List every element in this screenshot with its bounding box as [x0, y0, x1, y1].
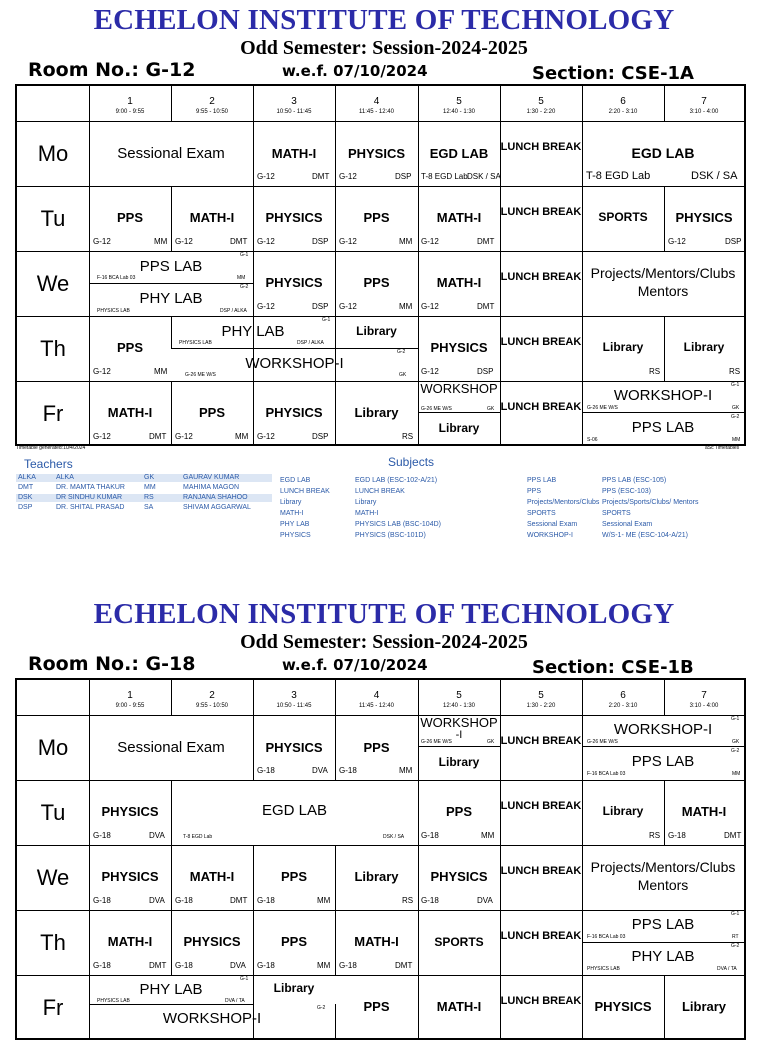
period-6-number: 6	[620, 690, 626, 701]
subject-short: Projects/Mentors/Clubs	[527, 499, 600, 506]
day-thursday: Th	[40, 336, 66, 361]
th-lab1-subject: PHY LAB	[221, 323, 285, 340]
th-lab1-room: PHYSICS LAB	[179, 340, 212, 346]
period-6-time: 2:20 - 3:10	[608, 703, 638, 709]
mo-lab2-group: G-2	[731, 748, 740, 754]
institute-title: ECHELON INSTITUTE OF TECHNOLOGY	[93, 598, 675, 630]
teacher-code: DSP	[18, 504, 33, 511]
period-3-time: 10:50 - 11:45	[276, 109, 312, 115]
tu-p4-teacher: MM	[399, 237, 413, 246]
period-7-time: 3:10 - 4:00	[689, 703, 719, 709]
fr-lab1-room: PHYSICS LAB	[97, 998, 130, 1004]
mo-p67-subject: EGD LAB	[631, 145, 695, 161]
day-wednesday: We	[36, 865, 70, 890]
tu-p2-room: G-12	[175, 237, 193, 246]
th-p7-teacher: RS	[729, 367, 741, 376]
mo-p4-subject: PHYSICS	[347, 146, 406, 161]
fr-p1-teacher: DMT	[149, 432, 167, 441]
th-lab2-teacher: GK	[399, 372, 407, 378]
subject-short: PPS	[527, 488, 542, 495]
tu-egd-room: T-8 EGD Lab	[183, 834, 213, 840]
fr-p7-subject: Library	[681, 999, 727, 1014]
tu-p1-teacher: DVA	[149, 831, 165, 840]
mo-lunch-break: LUNCH BREAK	[500, 141, 582, 153]
subject-short: EGD LAB	[280, 477, 311, 484]
fr-lab2-group: G-2	[317, 1005, 326, 1011]
fr-lab2-subject: WORKSHOP-I	[162, 1010, 262, 1027]
we-p3-teacher: MM	[317, 896, 331, 905]
we-p3-teacher: DSP	[312, 302, 329, 311]
fr-p3-room: G-12	[257, 432, 275, 441]
fr-lab2-group: G-2	[731, 414, 740, 420]
we-p4-teacher: MM	[399, 302, 413, 311]
we-p5-room: G-18	[421, 896, 439, 905]
subject-short: PHYSICS	[280, 532, 311, 539]
subjects-title: Subjects	[388, 455, 435, 469]
th-p1-subject: MATH-I	[107, 934, 153, 949]
fr-workshop-room: G-26 ME W/S	[421, 406, 452, 412]
mo-p4-room: G-18	[339, 766, 357, 775]
institute-title: ECHELON INSTITUTE OF TECHNOLOGY	[93, 4, 675, 36]
fr-lab2-subject: PPS LAB	[631, 419, 695, 436]
mo-workshop-subject: WORKSHOP	[420, 715, 498, 730]
th-p4-room: G-18	[339, 961, 357, 970]
we-p3-room: G-18	[257, 896, 275, 905]
we-p2-subject: MATH-I	[189, 869, 235, 884]
period-5-number: 5	[456, 690, 462, 701]
tu-p6-teacher: RS	[649, 831, 661, 840]
period-1-number: 1	[127, 690, 133, 701]
period-4-time: 11:45 - 12:40	[359, 703, 394, 709]
tu-lunch-break: LUNCH BREAK	[500, 800, 582, 812]
th-lunch-break: LUNCH BREAK	[500, 930, 582, 942]
period-1-time: 9:00 - 9:55	[115, 703, 145, 709]
we-p5-teacher: DMT	[477, 302, 495, 311]
room-number: Room No.: G-18	[28, 653, 196, 675]
th-lab2-group: G-2	[731, 943, 740, 949]
mo-p5-subject: EGD LAB	[429, 146, 489, 161]
fr-lab2-room: S-06	[587, 437, 598, 443]
tu-p2-teacher: DMT	[230, 237, 248, 246]
day-thursday: Th	[40, 930, 66, 955]
fr-workshop-subject: WORKSHOP	[420, 381, 498, 396]
mo-p67-room: T-8 EGD Lab	[586, 170, 651, 182]
we-p5-teacher: DVA	[477, 896, 493, 905]
we-p3-room: G-12	[257, 302, 275, 311]
tu-p5-subject: MATH-I	[436, 210, 482, 225]
fr-p6-subject: PHYSICS	[594, 999, 652, 1014]
tu-p7-subject: PHYSICS	[675, 210, 733, 225]
mo-lab2-room: F-16 BCA Lab 03	[587, 771, 626, 777]
tu-p3-subject: PHYSICS	[265, 210, 323, 225]
teacher-code: DMT	[18, 484, 34, 491]
th-p5-teacher: DSP	[477, 367, 494, 376]
th-p7-subject: Library	[683, 340, 725, 354]
tu-lunch-break: LUNCH BREAK	[500, 206, 582, 218]
teacher-code: MM	[144, 484, 156, 491]
mo-lab1-group: G-1	[731, 716, 740, 722]
th-p2-teacher: DVA	[230, 961, 246, 970]
mo-lab2-subject: PPS LAB	[631, 753, 695, 770]
teacher-name: DR SINDHU KUMAR	[56, 494, 123, 501]
we-p5-subject: MATH-I	[436, 275, 482, 290]
fr-lab1-subject: WORKSHOP-I	[613, 387, 713, 404]
subject-full: PHYSICS LAB (BSC-104D)	[355, 521, 441, 528]
tu-p5-room: G-18	[421, 831, 439, 840]
day-monday: Mo	[37, 141, 69, 166]
day-tuesday: Tu	[40, 800, 66, 825]
period-5-time: 12:40 - 1:30	[442, 109, 476, 115]
teacher-code: GK	[144, 474, 155, 481]
subject-full: W/S-1- ME (ESC-104-A/21)	[602, 532, 688, 539]
fr-library: Library	[273, 981, 315, 995]
period-5-number: 5	[456, 96, 462, 107]
mo-p3-subject: MATH-I	[271, 146, 317, 161]
tu-p1-subject: PHYSICS	[101, 804, 159, 819]
mo-sessional-exam: Sessional Exam	[117, 739, 225, 756]
generated-note: Timetable generated:10/4/2024	[16, 445, 86, 451]
th-p5-subject: SPORTS	[434, 935, 484, 949]
teacher-code: DSK	[18, 494, 33, 501]
asc-note: aSc Timetables	[705, 445, 740, 451]
fr-lab1-group: G-1	[731, 382, 740, 388]
we-p1-room: G-18	[93, 896, 111, 905]
period-lunch-number: 5	[538, 690, 544, 701]
tu-p5-subject: PPS	[445, 804, 472, 819]
session-title: Odd Semester: Session-2024-2025	[240, 631, 528, 653]
th-p2-subject: PHYSICS	[183, 934, 241, 949]
we-lunch-break: LUNCH BREAK	[500, 271, 582, 283]
th-lab1-room: F-16 BCA Lab 03	[587, 934, 626, 940]
tu-p7-teacher: DMT	[724, 831, 742, 840]
mo-p4-teacher: MM	[399, 766, 413, 775]
period-4-number: 4	[373, 96, 380, 107]
we-lab1-teacher: MM	[237, 275, 246, 281]
period-7-number: 7	[701, 690, 707, 701]
fr-lab2-teacher: MM	[732, 437, 741, 443]
th-p6-teacher: RS	[649, 367, 661, 376]
fr-p2-subject: PPS	[198, 405, 225, 420]
period-2-time: 9:55 - 10:50	[195, 109, 229, 115]
th-p1-room: G-18	[93, 961, 111, 970]
we-p4-room: G-12	[339, 302, 357, 311]
subject-short: WORKSHOP-I	[527, 532, 573, 539]
day-monday: Mo	[37, 735, 69, 760]
we-p2-teacher: DMT	[230, 896, 248, 905]
tu-p5-room: G-12	[421, 237, 439, 246]
we-p4-teacher: RS	[402, 896, 414, 905]
effective-date: w.e.f. 07/10/2024	[282, 62, 428, 80]
tu-p7-room: G-18	[668, 831, 686, 840]
subject-full: Sessional Exam	[602, 521, 653, 528]
period-4-time: 11:45 - 12:40	[359, 109, 394, 115]
fr-lab1-subject: PHY LAB	[139, 981, 203, 998]
mo-workshop-teacher: GK	[487, 739, 495, 745]
mo-lab1-room: G-26 ME W/S	[587, 739, 618, 745]
tu-egd-subject: EGD LAB	[261, 802, 328, 819]
period-1-time: 9:00 - 9:55	[115, 109, 145, 115]
we-p1-teacher: DVA	[149, 896, 165, 905]
tu-p6-subject: SPORTS	[598, 210, 648, 224]
tu-p1-teacher: MM	[154, 237, 168, 246]
fr-p1-room: G-12	[93, 432, 111, 441]
subject-full: PHYSICS (BSC-101D)	[355, 532, 426, 539]
tu-p5-teacher: DMT	[477, 237, 495, 246]
mo-p3-room: G-12	[257, 172, 275, 181]
mo-lunch-break: LUNCH BREAK	[500, 735, 582, 747]
tu-p6-subject: Library	[602, 804, 644, 818]
period-5-time: 12:40 - 1:30	[442, 703, 476, 709]
fr-lunch-break: LUNCH BREAK	[500, 401, 582, 413]
th-p1-room: G-12	[93, 367, 111, 376]
th-lab2-teacher: DVA / TA	[717, 966, 737, 972]
we-p2-room: G-18	[175, 896, 193, 905]
mo-p3-room: G-18	[257, 766, 275, 775]
th-lab2-subject: PHY LAB	[631, 948, 695, 965]
fr-p3-subject: PHYSICS	[265, 405, 323, 420]
tu-p7-teacher: DSP	[725, 237, 742, 246]
th-lunch-break: LUNCH BREAK	[500, 336, 582, 348]
fr-lunch-break: LUNCH BREAK	[500, 995, 582, 1007]
th-p4-subject: MATH-I	[354, 934, 399, 949]
th-p2-room: G-18	[175, 961, 193, 970]
th-p3-room: G-18	[257, 961, 275, 970]
day-friday: Fr	[42, 401, 64, 426]
we-p67-subject: Projects/Mentors/Clubs Mentors	[590, 265, 736, 299]
tu-egd-teacher: DSK / SA	[383, 834, 405, 840]
mo-p3-subject: PHYSICS	[265, 740, 323, 755]
we-p5-room: G-12	[421, 302, 439, 311]
th-lab2-group: G-2	[397, 349, 406, 355]
period-lunch-time: 1:30 - 2:20	[526, 109, 556, 115]
period-2-time: 9:55 - 10:50	[195, 703, 229, 709]
we-p3-subject: PPS	[280, 869, 307, 884]
mo-p3-teacher: DVA	[312, 766, 328, 775]
subject-full: EGD LAB (ESC-102-A/21)	[355, 477, 438, 484]
mo-p67-teacher: DSK / SA	[691, 170, 738, 182]
subject-short: Library	[280, 499, 302, 506]
teacher-name: ALKA	[56, 474, 74, 481]
fr-p1-subject: MATH-I	[107, 405, 153, 420]
subject-full: SPORTS	[602, 510, 631, 517]
fr-p2-room: G-12	[175, 432, 193, 441]
mo-lab1-teacher: GK	[732, 739, 740, 745]
section-label: Section: CSE-1A	[532, 63, 694, 84]
period-2-number: 2	[209, 690, 215, 701]
mo-p3-teacher: DMT	[312, 172, 330, 181]
subject-short: PPS LAB	[527, 477, 557, 484]
tu-p1-room: G-18	[93, 831, 111, 840]
tu-p3-room: G-12	[257, 237, 275, 246]
th-lab1-group: G-1	[731, 911, 740, 917]
period-lunch-time: 1:30 - 2:20	[526, 703, 556, 709]
fr-p2-teacher: MM	[235, 432, 249, 441]
th-library: Library	[356, 324, 397, 338]
we-p4-subject: PPS	[363, 275, 390, 290]
th-lab1-group: G-1	[322, 317, 331, 323]
effective-date: w.e.f. 07/10/2024	[282, 656, 428, 674]
teacher-name: DR. SHITAL PRASAD	[56, 504, 125, 511]
tu-p5-teacher: MM	[481, 831, 495, 840]
subject-short: Sessional Exam	[527, 521, 578, 528]
teacher-code: RS	[144, 494, 154, 501]
subject-full: LUNCH BREAK	[355, 488, 405, 495]
we-lunch-break: LUNCH BREAK	[500, 865, 582, 877]
tu-p2-subject: MATH-I	[189, 210, 235, 225]
subject-short: LUNCH BREAK	[280, 488, 330, 495]
fr-lab1-group: G-1	[240, 976, 249, 982]
tu-p7-room: G-12	[668, 237, 686, 246]
th-p4-teacher: DMT	[395, 961, 413, 970]
we-lab1-group: G-1	[240, 252, 249, 258]
th-lab1-teacher: DSP / ALKA	[297, 340, 324, 346]
we-lab1-subject: PPS LAB	[139, 258, 203, 275]
mo-lab2-teacher: MM	[732, 771, 741, 777]
mo-workshop-suffix: -I	[455, 729, 463, 741]
period-3-number: 3	[291, 96, 297, 107]
mo-p4-teacher: DSP	[395, 172, 412, 181]
we-p67-subject: Projects/Mentors/Clubs Mentors	[590, 859, 736, 893]
tu-p4-subject: PPS	[363, 210, 390, 225]
we-lab2-room: PHYSICS LAB	[97, 308, 130, 314]
mo-sessional-exam: Sessional Exam	[117, 145, 225, 162]
th-p1-teacher: MM	[154, 367, 168, 376]
period-3-number: 3	[291, 690, 297, 701]
period-1-number: 1	[127, 96, 133, 107]
we-lab2-subject: PHY LAB	[139, 290, 203, 307]
timetable-cse-1b	[0, 594, 768, 1027]
tu-p7-subject: MATH-I	[681, 804, 727, 819]
period-7-number: 7	[701, 96, 707, 107]
day-tuesday: Tu	[40, 206, 66, 231]
section-label: Section: CSE-1B	[532, 657, 694, 678]
fr-p4-subject: PPS	[363, 999, 390, 1014]
th-lab2-room: G-26 ME W/S	[185, 372, 216, 378]
th-lab2-subject: WORKSHOP-I	[245, 355, 344, 372]
period-7-time: 3:10 - 4:00	[689, 109, 719, 115]
mo-workshop-room: G-26 ME W/S	[421, 739, 452, 745]
fr-p4-subject: Library	[354, 405, 399, 420]
we-p5-subject: PHYSICS	[430, 869, 488, 884]
mo-p4-room: G-12	[339, 172, 357, 181]
timetable-grid	[15, 678, 746, 1040]
subject-full: PPS LAB (ESC-105)	[602, 477, 667, 484]
th-p3-subject: PPS	[280, 934, 307, 949]
subject-full: PPS (ESC-103)	[602, 488, 652, 495]
fr-library: Library	[438, 421, 480, 435]
tu-p1-subject: PPS	[116, 210, 143, 225]
mo-p5-room: T-8 EGD Lab	[421, 172, 468, 181]
period-6-number: 6	[620, 96, 626, 107]
teacher-name: MAHIMA MAGON	[183, 484, 240, 491]
fr-workshop-teacher: GK	[487, 406, 495, 412]
we-p1-subject: PHYSICS	[101, 869, 159, 884]
fr-p5-subject: MATH-I	[436, 999, 482, 1014]
fr-p3-teacher: DSP	[312, 432, 329, 441]
teacher-code: SA	[144, 504, 154, 511]
tu-p1-room: G-12	[93, 237, 111, 246]
teacher-name: SHIVAM AGGARWAL	[183, 504, 251, 511]
th-p3-teacher: MM	[317, 961, 331, 970]
teacher-name: DR. MAMTA THAKUR	[56, 484, 125, 491]
teacher-name: GAURAV KUMAR	[183, 474, 240, 481]
teacher-name: RANJANA SHAHOO	[183, 494, 248, 501]
th-p5-subject: PHYSICS	[430, 340, 488, 355]
session-title: Odd Semester: Session-2024-2025	[240, 37, 528, 59]
we-p3-subject: PHYSICS	[265, 275, 323, 290]
subject-full: MATH-I	[355, 510, 379, 517]
room-number: Room No.: G-12	[28, 59, 196, 81]
mo-library: Library	[438, 755, 480, 769]
mo-lab1-subject: WORKSHOP-I	[613, 721, 713, 738]
subject-short: SPORTS	[527, 510, 556, 517]
fr-p4-teacher: RS	[402, 432, 414, 441]
day-friday: Fr	[42, 995, 64, 1020]
th-lab1-teacher: RT	[732, 934, 739, 940]
period-4-number: 4	[373, 690, 380, 701]
teacher-code: ALKA	[18, 474, 36, 481]
subject-short: PHY LAB	[280, 521, 310, 528]
th-p1-teacher: DMT	[149, 961, 167, 970]
th-p6-subject: Library	[602, 340, 644, 354]
day-wednesday: We	[36, 271, 70, 296]
subject-full: Projects/Sports/Clubs/ Mentors	[602, 499, 699, 506]
th-lab2-room: PHYSICS LAB	[587, 966, 620, 972]
tu-p3-teacher: DSP	[312, 237, 329, 246]
fr-lab1-room: G-26 ME W/S	[587, 405, 618, 411]
mo-p4-subject: PPS	[363, 740, 390, 755]
period-lunch-number: 5	[538, 96, 544, 107]
fr-lab1-teacher: DVA / TA	[225, 998, 245, 1004]
subject-short: MATH-I	[280, 510, 304, 517]
period-2-number: 2	[209, 96, 215, 107]
tu-p4-room: G-12	[339, 237, 357, 246]
we-p4-subject: Library	[354, 869, 399, 884]
we-lab1-room: F-16 BCA Lab 03	[97, 275, 136, 281]
th-p1-subject: PPS	[116, 340, 143, 355]
we-lab2-teacher: DSP / ALKA	[220, 308, 247, 314]
teachers-title: Teachers	[24, 457, 73, 471]
period-6-time: 2:20 - 3:10	[608, 109, 638, 115]
th-p5-room: G-12	[421, 367, 439, 376]
subject-full: Library	[355, 499, 377, 506]
th-lab1-subject: PPS LAB	[631, 916, 695, 933]
mo-p5-teacher: DSK / SA	[467, 172, 501, 181]
we-lab2-group: G-2	[240, 284, 249, 290]
period-3-time: 10:50 - 11:45	[276, 703, 312, 709]
fr-lab1-teacher: GK	[732, 405, 740, 411]
timetable-grid	[15, 84, 746, 446]
